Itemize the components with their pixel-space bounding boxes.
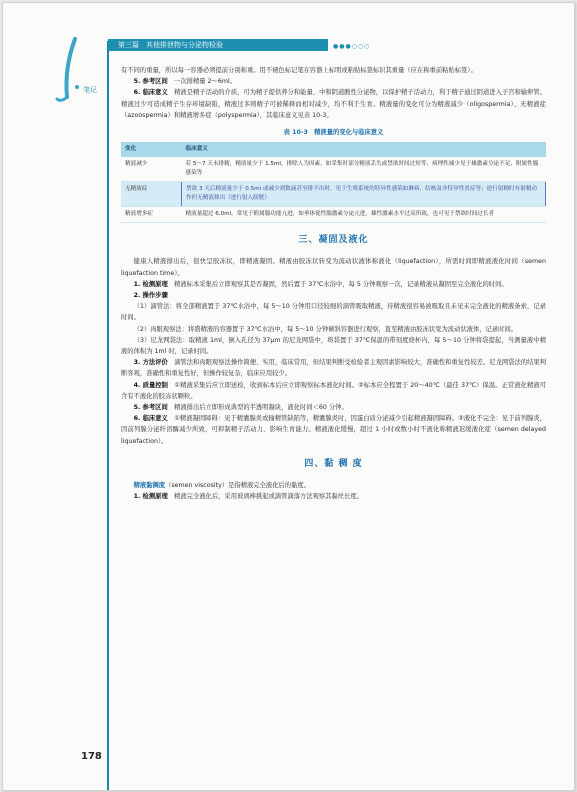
table-cell-change: 精液增多症 — [121, 207, 182, 223]
table-header-row — [121, 142, 546, 157]
table-cell-change: 无精液症 — [121, 182, 182, 207]
table-row-highlighted — [121, 182, 546, 207]
reference-range-para: 5. 参考区间 精液排出后立即形成典型的半透明凝块，液化时间＜60 分钟。 — [133, 404, 348, 412]
table-cell-change: 精液减少 — [121, 157, 182, 182]
table-header-meaning: 临床意义 — [182, 142, 546, 157]
notes-label: 笔记 — [83, 86, 97, 94]
table-caption: 表 10-3 精液量的变化与临床意义 — [283, 129, 384, 137]
margin-rule — [107, 41, 109, 791]
semen-volume-table — [121, 142, 546, 223]
section-title-viscosity: 四、黏 稠 度 — [304, 458, 363, 469]
quality-control-para: 4. 质量控制 ①精液采集后应立即送检，收到标本后应立即观察标本液化时间。②标本应全程置于 20～40℃（最佳 37℃）保温。正常液化精液可含有不液化的胶冻状颗粒。 — [121, 381, 546, 400]
intro-paragraph: 有不同的重量，所以每一容器必须提前分别称重。用不褪色标记笔在容器上标明或粘贴标签标识其重量（应在称重前粘贴标签）。 — [121, 67, 477, 74]
table-row — [121, 157, 546, 182]
book-page — [2, 2, 575, 791]
detection-principle-para: 1. 检测原理 精液标本采集后立即观察其是否凝固，然后置于 37℃水浴中，每 5 分钟观察一次，记录精液从凝固至完全液化的时间。 — [133, 280, 508, 288]
table-cell-meaning: 若 5～7 天未排精，精液量少于 1.5ml，排除人为因素，如采集时部分精液丢失或禁欲时间过短等，病理性减少见于雄激素分泌不足、附属性腺感染等 — [182, 157, 546, 182]
reference-range-para: 5. 参考区间 一次排精量 2～6ml。 — [133, 78, 237, 86]
procedure-step: （1）滴管法：将全部精液置于 37℃水浴中，每 5～10 分钟用口径较细的滴管吸取精液，待精液很容易被吸取且未见未完全液化的精液条索，记录时间。 — [121, 303, 546, 322]
page-number: 178 — [81, 751, 102, 762]
procedure-step: （2）肉眼观察法：将盛精液的容器置于 37℃水浴中，每 5～10 分钟倾斜容器进行观察，直至精液由胶冻状变为流动状液体，记录时间。 — [133, 325, 518, 333]
viscosity-intro: 精液黏稠度（semen viscosity）是指精液完全液化后的黏度。 — [133, 482, 310, 490]
table-cell-meaning: 精液量超过 6.0ml，常见于附属腺功能亢进，如垂体促性腺激素分泌亢进，雄性激素水平过高所致，也可见于禁欲时间过长者 — [182, 207, 546, 223]
chapter-header: 第三篇 其他排泄物与分泌物检验 — [108, 39, 328, 51]
page-content — [121, 65, 546, 502]
clinical-significance-para: 6. 临床意义 精液是精子活动的介质，可为精子提供养分和能量、中和阴道酸性分泌物，以保护精子活动力，利于精子通过阴道进入子宫和输卵管。精液过少可造成精子生存环境缺陷，精液过多则精子可被稀释而相对减少，均不利于生育。精液量的变化可分为精液减少（oligospermia）、无精液症（azoospermia）和精液增多症（polyspermia），其临床意义见表 10-3。 — [121, 89, 547, 119]
detection-principle-para: 1. 检测原理 精液完全液化后，采用玻璃棒挑起或滴管滴落方法观察其黏丝长度。 — [133, 493, 363, 501]
method-evaluation-para: 3. 方法评价 滴管法和肉眼观察法操作简便、实用，临床常用，但结果判断受检验者主观因素影响较大，准确性和重复性较差。尼龙网袋法的结果判断客观，准确性和重复性好，但操作较复杂，临床应用较少。 — [121, 359, 547, 378]
table-header-change: 变化 — [121, 142, 182, 157]
table-row — [121, 207, 546, 223]
section-title-coagulation: 三、凝固及液化 — [298, 235, 369, 246]
header-dots: ●●●○○○ — [333, 43, 371, 50]
table-cell-meaning: 禁欲 3 天后精液量少于 0.5ml 或减少到数滴甚至排不出时，见于生殖系统的特异性感染如淋病、结核及非特异性炎症等；逆行射精时有射精动作但无精液排出（进行射入膀胱） — [182, 182, 546, 207]
clinical-significance-para: 6. 临床意义 ①精液凝固障碍：见于精囊腺炎或输精管缺陷等，精囊腺炎时，因蛋白质分泌减少引起精液凝固障碍。②液化不完全：见于前列腺炎，因前列腺分泌纤溶酶减少所致，可抑制精子活动力，影响生育能力。精液液化缓慢，超过 1 小时或数小时不液化称精液迟缓液化症（semen delayed liquefaction）。 — [121, 415, 547, 445]
procedure-step: （3）尼龙网袋法：取精液 1ml，倒入孔径为 37μm 的尼龙网袋中，将袋置于 37℃保温的带刻度烧杯内，每 5～10 分钟将袋提起，当测量液中精液的体积为 1ml 时，记录时间。 — [121, 336, 546, 356]
procedure-heading: 2. 操作步骤 — [133, 292, 168, 300]
coagulation-intro: 健康人精液排出后，很快呈胶冻状，即精液凝固。精液由胶冻状转变为流动状液体称液化（liquefaction），所需时间即精液液化时间（semen liquefaction time）。 — [121, 258, 546, 277]
